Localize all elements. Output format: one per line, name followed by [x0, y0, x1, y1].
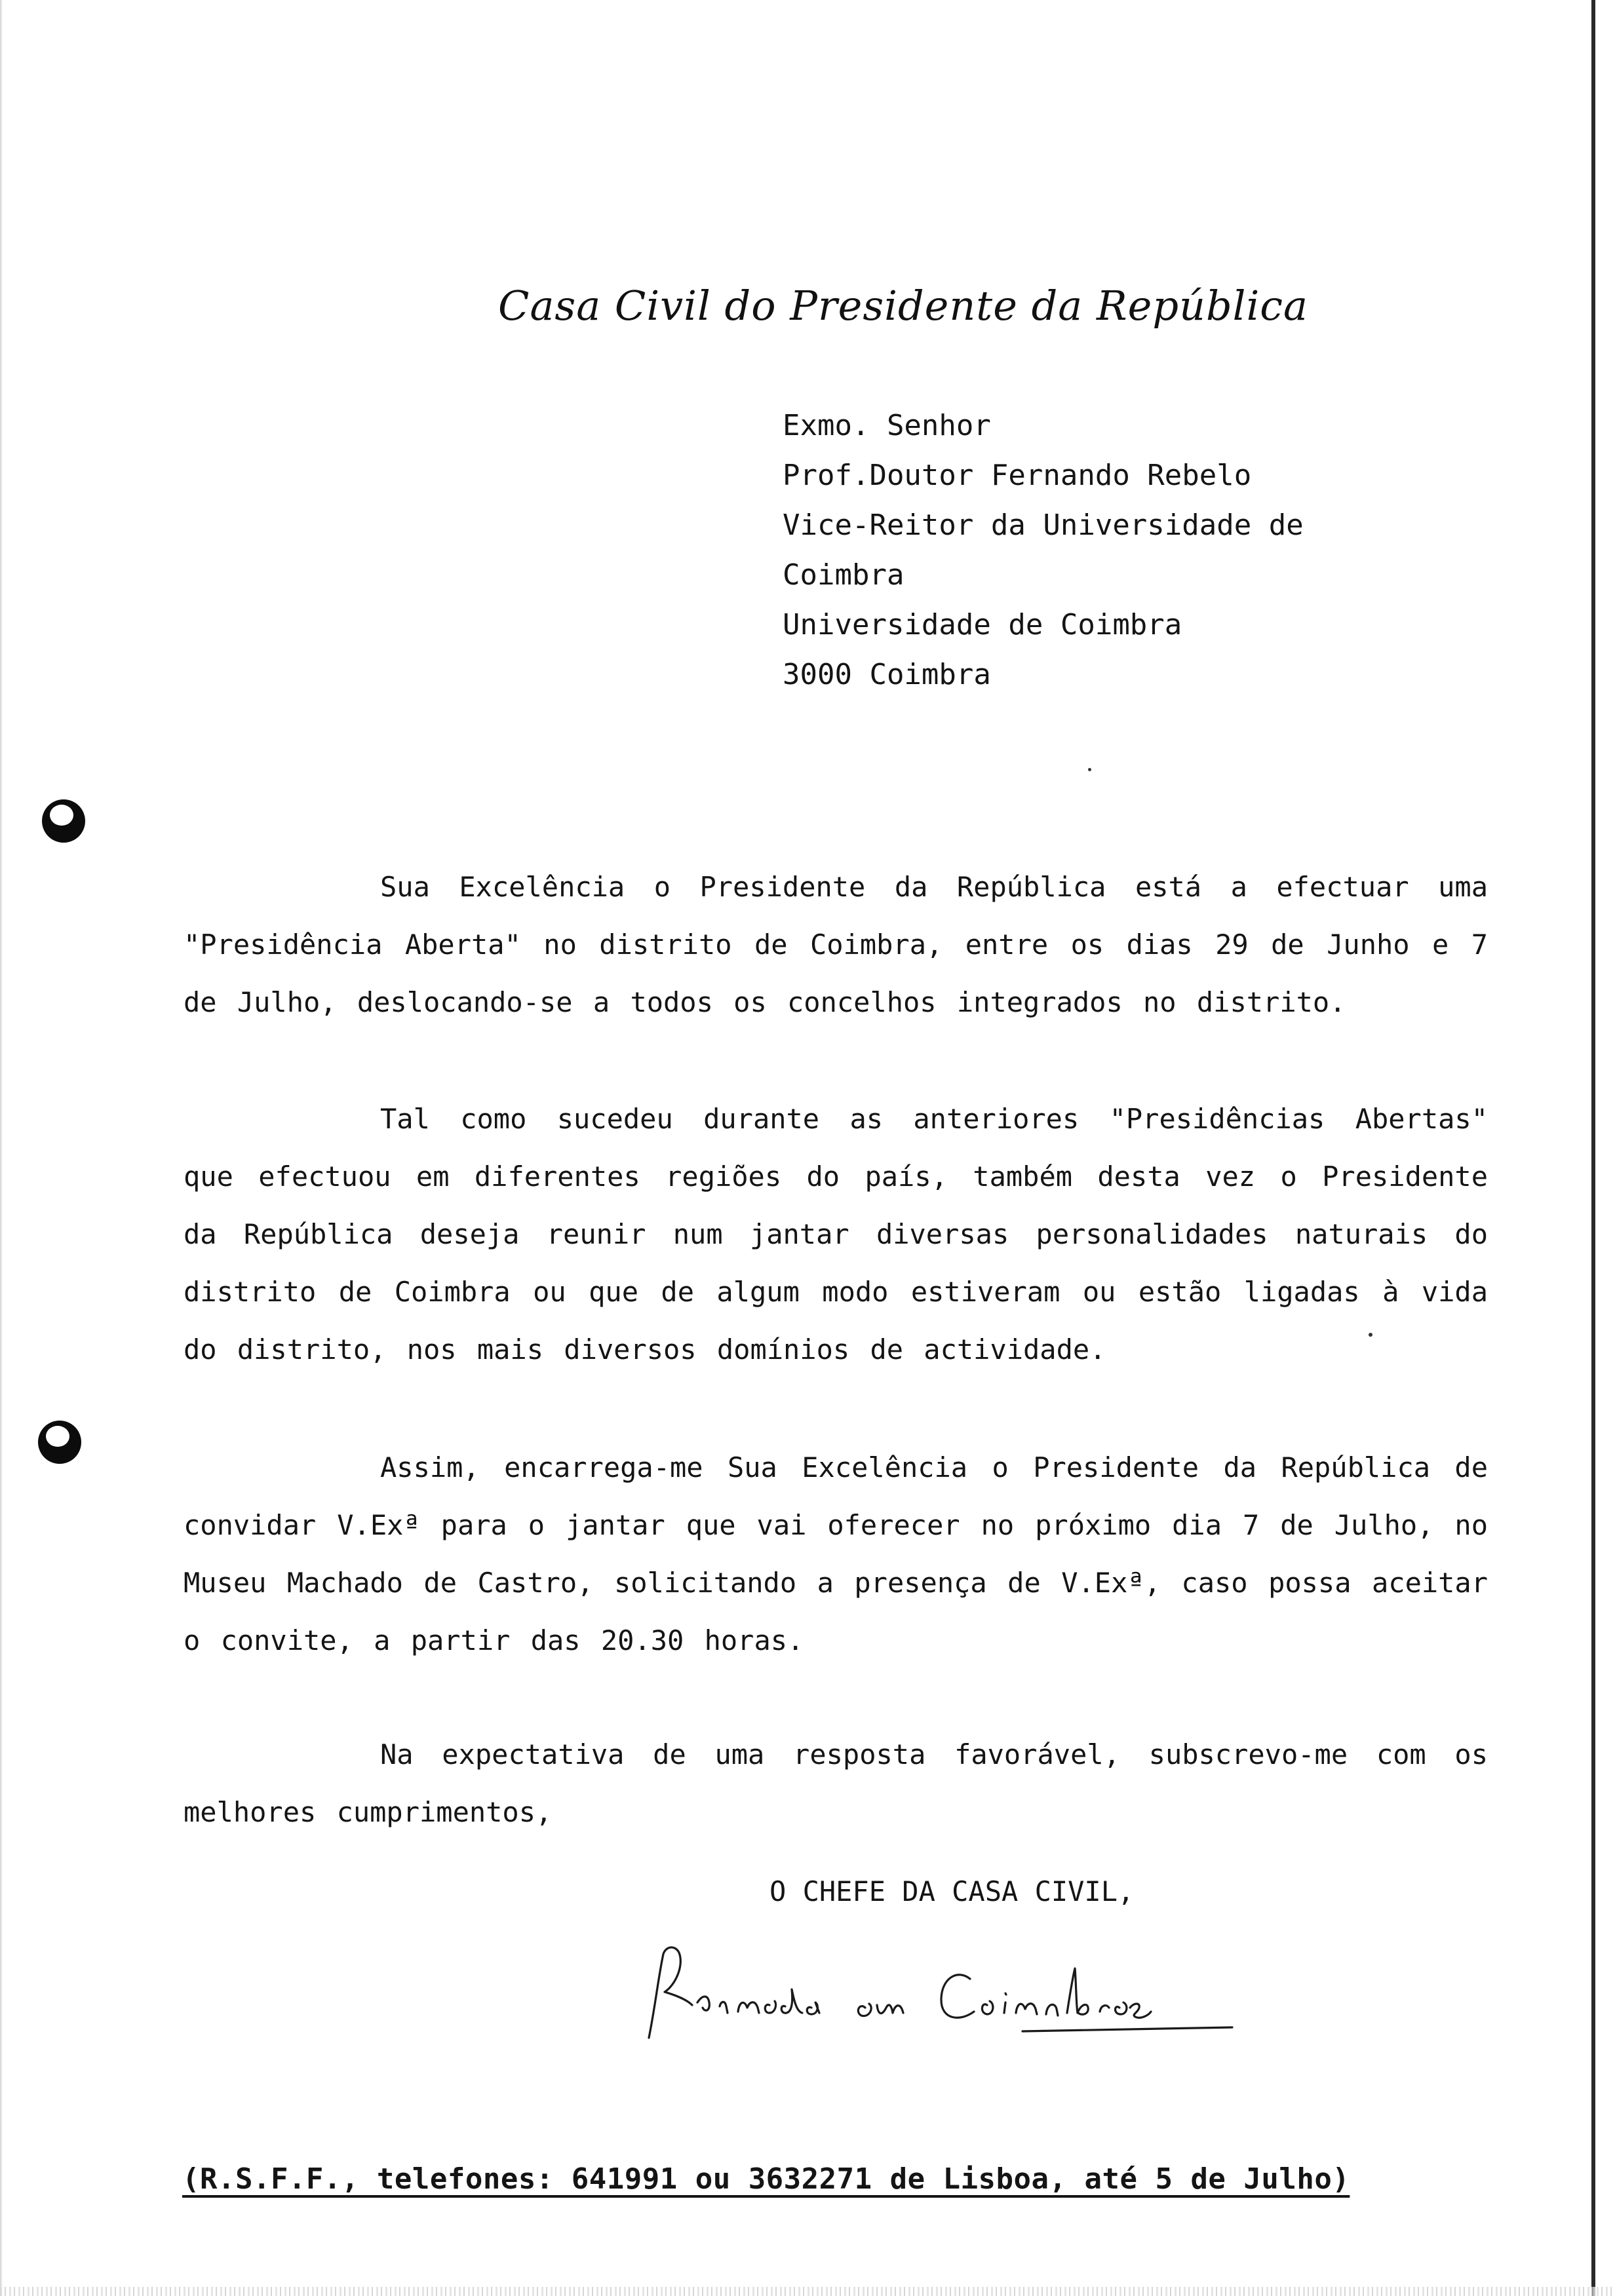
body-paragraph-3: Assim, encarrega-me Sua Excelência o Presidente da República de convidar V.Exª para o jantar que vai oferecer no próximo dia 7 de Julho, no Museu Machado de Castro, solicitando a presença de V.Exª, caso possa aceitar o convite, a partir das 20.30 horas.	[184, 1451, 1488, 1656]
scan-speck	[1088, 768, 1091, 771]
recipient-line: 3000 Coimbra	[783, 658, 991, 691]
footer-rsvp-note: (R.S.F.F., telefones: 641991 ou 3632271 de Lisboa, até 5 de Julho)	[182, 2162, 1350, 2196]
body-paragraph-2: Tal como sucedeu durante as anteriores "Presidências Abertas" que efectuou em diferentes regiões do país, também desta vez o Presidente da República deseja reunir num jantar diversas personalidades naturais do distrito de Coimbra ou que de algum modo estiveram ou estão ligadas à vida do distrito, nos mais diversos domínios de actividade.	[184, 1103, 1488, 1366]
scan-edge-left	[0, 0, 3, 2296]
closing-title: O CHEFE DA CASA CIVIL,	[769, 1875, 1135, 1907]
handwritten-signature	[629, 1940, 1337, 2051]
body-paragraph-4: Na expectativa de uma resposta favorável, subscrevo-me com os melhores cumprimentos,	[184, 1738, 1488, 1828]
punch-hole-bottom	[38, 1421, 81, 1464]
recipient-address-block	[783, 401, 1304, 700]
recipient-line: Vice-Reitor da Universidade de	[783, 508, 1304, 542]
scan-edge-right	[1591, 0, 1595, 2296]
scan-edge-bottom	[0, 2287, 1615, 2296]
letterhead-title: Casa Civil do Presidente da República	[498, 282, 1308, 330]
recipient-line: Exmo. Senhor	[783, 409, 991, 442]
recipient-line: Prof.Doutor Fernando Rebelo	[783, 459, 1252, 492]
punch-hole-top	[42, 799, 85, 843]
body-paragraph-1: Sua Excelência o Presidente da República está a efectuar uma "Presidência Aberta" no distrito de Coimbra, entre os dias 29 de Junho e 7 de Julho, deslocando-se a todos os concelhos integrados no distrito.	[184, 871, 1488, 1018]
signature-scribble	[629, 1940, 1337, 2051]
recipient-line: Universidade de Coimbra	[783, 608, 1182, 641]
recipient-line: Coimbra	[783, 558, 905, 592]
